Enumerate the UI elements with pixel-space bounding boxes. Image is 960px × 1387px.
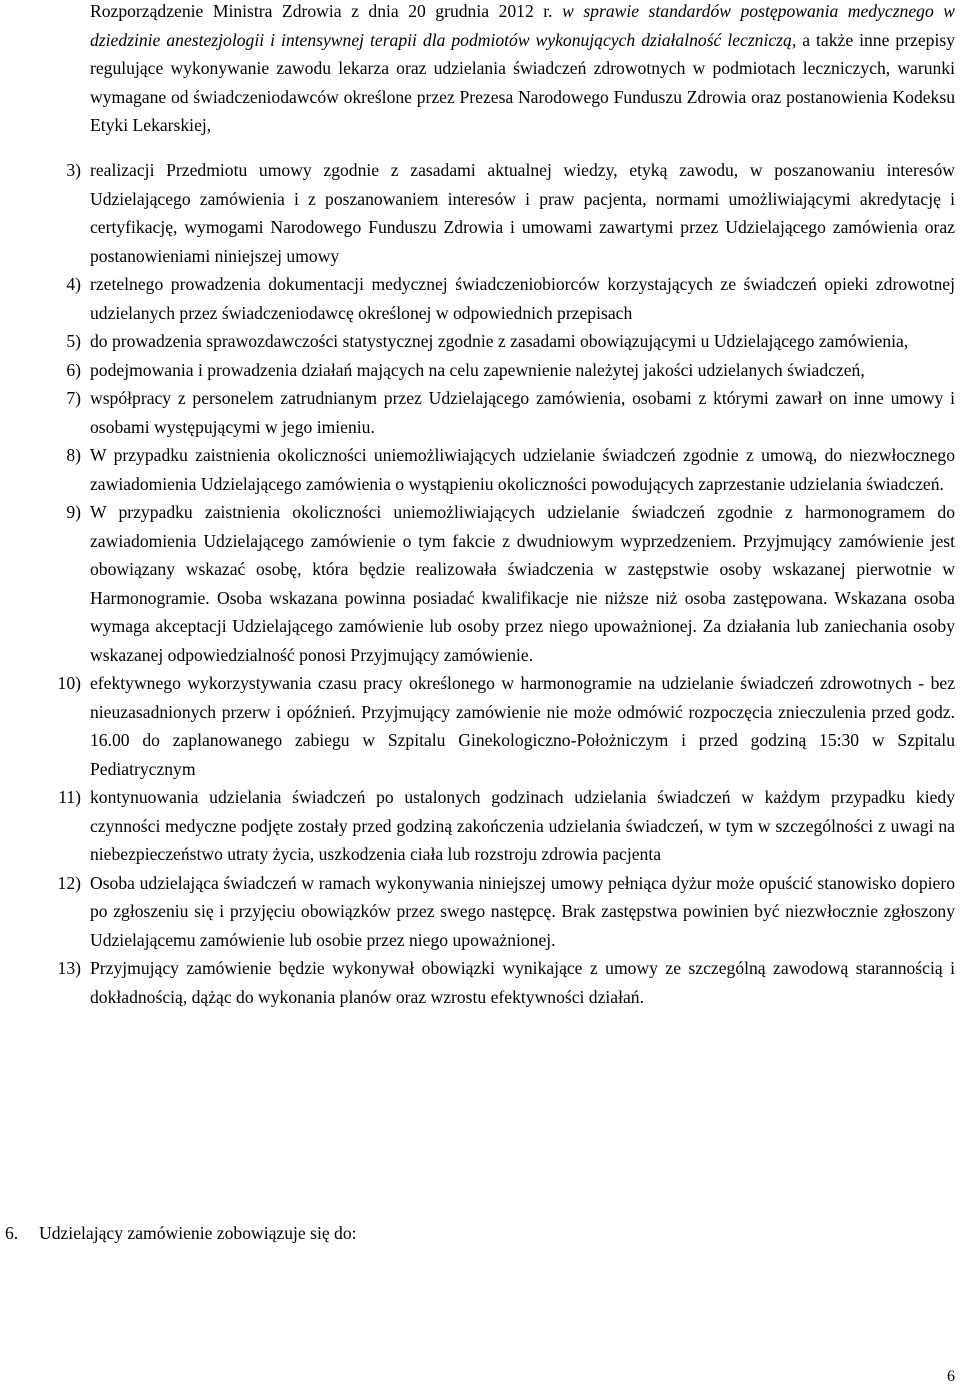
list-item (0, 384, 955, 441)
obligations-list (0, 156, 960, 1011)
list-item-number: 12) (57, 872, 81, 893)
list-item (0, 270, 955, 327)
section-number: 6. (5, 1223, 19, 1243)
list-item-number: 8) (66, 445, 81, 465)
list-item-text: współpracy z personelem zatrudnianym przez Udzielającego zamówienia, osobami z którymi zawarł on inne umowy i osobami występującymi w jego imieniu. (90, 388, 955, 437)
list-item-text: Przyjmujący zamówienie będzie wykonywał obowiązki wynikające z umowy ze szczególną zawodową starannością i dokładnością, dążąc do wykonania planów oraz wzrostu efektywności działań. (90, 958, 955, 1007)
section-title: Udzielający zamówienie zobowiązuje się do: (39, 1223, 357, 1243)
list-item-number: 7) (66, 388, 81, 408)
list-item (0, 356, 955, 385)
list-item-text: podejmowania i prowadzenia działań mających na celu zapewnienie należytej jakości udzielanych świadczeń, (90, 359, 865, 380)
list-item-text: Osoba udzielająca świadczeń w ramach wykonywania niniejszej umowy pełniąca dyżur może opuścić stanowisko dopiero po zgłoszeniu się i przyjęciu obowiązków przez swego następcę. Brak zastępstwa powinien być niezwłocznie zgłoszony Udzielającemu zamówienie lub osobie przez niego upoważnionej. (90, 872, 955, 950)
list-item-number: 13) (57, 958, 81, 978)
list-item-text: W przypadku zaistnienia okoliczności uniemożliwiających udzielanie świadczeń zgodnie z harmonogramem do zawiadomienia Udzielającego zamówienie o tym fakcie z dwudniowym wyprzedzeniem. Przyjmujący zamówienie jest obowiązany wskazać osobę, która będzie realizowała świadczenia w zastępstwie osoby wskazanej pierwotnie w Harmonogramie. Osoba wskazana powinna posiadać kwalifikacje nie niższe niż osoba zastępowana. Wskazana osoba wymaga akceptacji Udzielającego zamówienie lub osoby przez niego upoważnionej. Za działania lub zaniechania osoby wskazanej odpowiedzialność ponosi Przyjmujący zamówienie. (90, 502, 955, 665)
list-item-text: do prowadzenia sprawozdawczości statystycznej zgodnie z zasadami obowiązującymi u Udzielającego zamówienia, (90, 331, 909, 351)
list-item (0, 869, 955, 955)
list-item-number: 4) (66, 274, 81, 294)
list-item-text: W przypadku zaistnienia okoliczności uniemożliwiających udzielanie świadczeń zgodnie z umową, do niezwłocznego zawiadomienia Udzielającego zamówienia o wystąpieniu okoliczności powodujących zaprzestanie udzielania świadczeń. (90, 445, 955, 494)
list-item (0, 669, 955, 783)
list-item-text: kontynuowania udzielania świadczeń po ustalonych godzinach udzielania świadczeń w każdym przypadku kiedy czynności medyczne podjęte zostały przed godziną zakończenia udzielania świadczeń, w tym w szczególności z uwagi na niebezpieczeństwo utraty życia, uszkodzenia ciała lub rozstroju zdrowia pacjenta (90, 787, 955, 864)
list-item (0, 498, 955, 669)
list-item-text: rzetelnego prowadzenia dokumentacji medycznej świadczeniobiorców korzystających ze świadczeń opieki zdrowotnej udzielanych przez świadczeniodawcę określonej w odpowiednich przepisach (90, 274, 955, 323)
list-item (0, 441, 955, 498)
list-item-number: 5) (66, 331, 81, 351)
list-item-number: 11) (58, 787, 81, 807)
list-item (0, 783, 955, 869)
list-item-text: realizacji Przedmiotu umowy zgodnie z zasadami aktualnej wiedzy, etyką zawodu, w poszanowaniu interesów Udzielającego zamówienia i z poszanowaniem interesów i praw pacjenta, normami umożliwiającymi akredytację i certyfikację, wymogami Narodowego Funduszu Zdrowia i umowami zawartymi przez Udzielającego zamówienia oraz postanowieniami niniejszej umowy (90, 160, 955, 266)
list-item (0, 954, 955, 1011)
list-item-number: 9) (66, 502, 81, 522)
intro-paragraph (90, 0, 955, 140)
list-item-number: 3) (66, 160, 81, 180)
intro-text-continued: a także inne przepisy regulujące wykonywanie zawodu lekarza oraz udzielania świadczeń zdrowotnych w podmiotach leczniczych, warunki wymagane od świadczeniodawców określone przez Prezesa Narodowego Funduszu Zdrowia oraz postanowienia Kodeksu Etyki Lekarskiej, (90, 29, 955, 135)
list-item (0, 327, 955, 356)
list-item-number: 10) (57, 673, 81, 693)
intro-italic-text: w sprawie standardów postępowania medycznego w dziedzinie anestezjologii i intensywnej terapii dla podmiotów wykonujących działalność leczniczą, (90, 1, 955, 50)
list-item-number: 6) (66, 359, 81, 380)
page-number: 6 (947, 1368, 955, 1385)
list-item (0, 156, 955, 270)
list-item-text: efektywnego wykorzystywania czasu pracy określonego w harmonogramie na udzielanie świadczeń zdrowotnych - bez nieuzasadnionych przerw i opóźnień. Przyjmujący zamówienie nie może odmówić rozpoczęcia znieczulenia przed godz. 16.00 do zaplanowanego zabiegu w Szpitalu Ginekologiczno-Położniczym i przed godziną 15:30 w Szpitalu Pediatrycznym (90, 673, 955, 779)
intro-text: Rozporządzenie Ministra Zdrowia z dnia 20 grudnia 2012 r. (90, 1, 563, 21)
